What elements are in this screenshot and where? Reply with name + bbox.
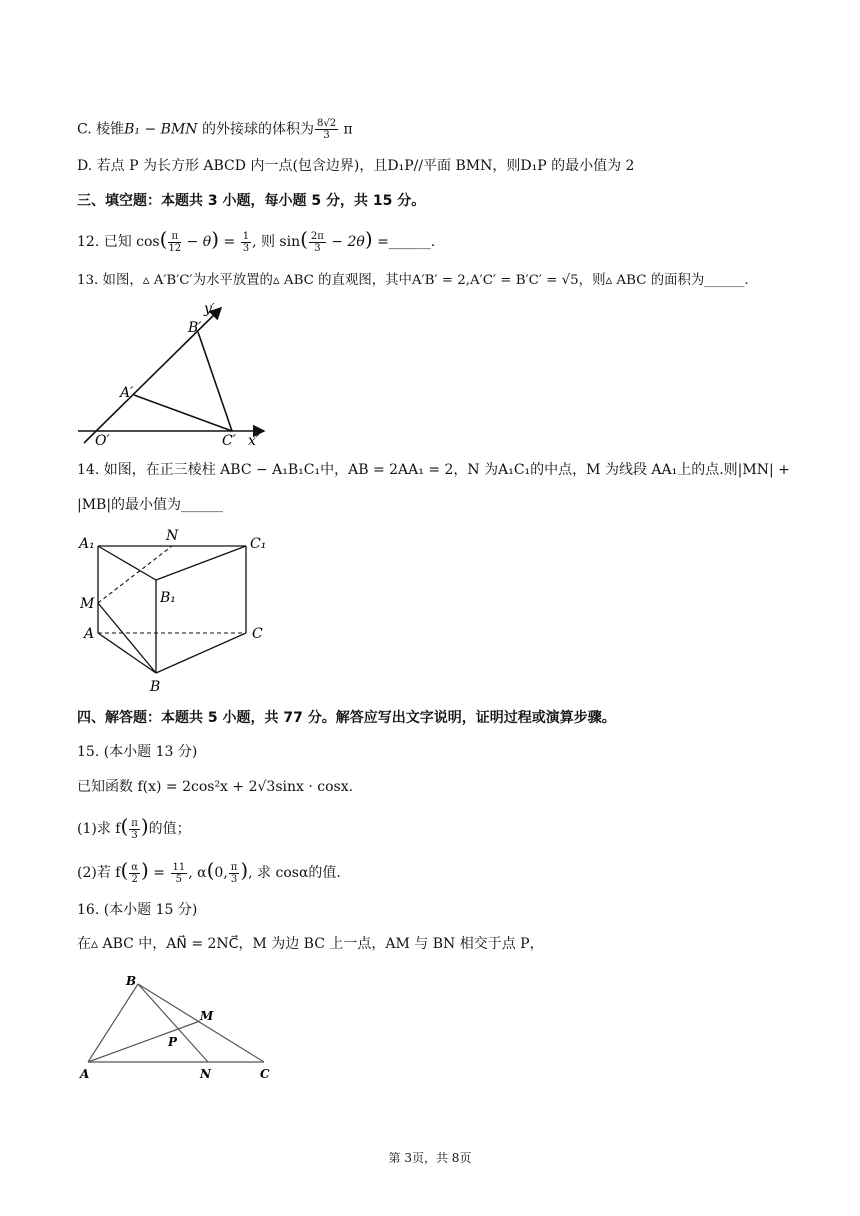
label-n: N xyxy=(200,1067,211,1081)
q15-p2-text-d: 0, xyxy=(214,865,228,881)
q12-frac-2: $\frac{1}{3}$ xyxy=(242,230,250,254)
option-d: D. 若点 P 为长方形 ABCD 内一点(包含边界)，且D₁P//平面 BMN，则D₁P 的最小值为 2 xyxy=(77,158,635,174)
option-c-expr: B₁ − BMN xyxy=(124,121,198,138)
option-c-prefix: C. 棱锥 xyxy=(77,121,125,138)
q15-p1-frac: $\frac{\pi}{3}$ xyxy=(131,817,138,841)
q15-p2-text-c: , α xyxy=(188,865,207,881)
option-c-fraction: $\frac{8√2}{3}$ xyxy=(316,118,337,141)
figure-16-triangle xyxy=(76,970,276,1085)
question-15-part-2: (2)若 f( $\frac{\alpha}{2}$ ) = $\frac{11}{5}$ , α(0, $\frac{\pi}{3}$ ), 求 cosα的值. xyxy=(77,858,341,885)
question-14-line-2: |MB|的最小值为______ xyxy=(77,497,224,513)
q12-text-f: =______. xyxy=(372,234,436,250)
page-footer: 第 3页，共 8页 xyxy=(388,1151,472,1165)
question-16-heading: 16. (本小题 15 分) xyxy=(77,902,198,918)
q12-text-c: = xyxy=(219,234,240,250)
label-c: C xyxy=(260,1067,270,1081)
q15-p1-text-a: (1)求 f xyxy=(77,821,121,837)
label-a: A′ xyxy=(120,385,134,401)
figure-13-oblique-triangle xyxy=(76,303,276,448)
label-p: P xyxy=(168,1035,178,1049)
question-12: 12. 已知 cos( $\frac{\pi}{12}$ − θ) = $\frac{1}{3}$ , 则 sin( $\frac{2\pi}{3}$ − 2θ) =______. xyxy=(77,227,436,254)
label-m: M xyxy=(80,596,95,612)
q15-p2-frac-3: $\frac{\pi}{3}$ xyxy=(230,861,238,885)
question-15-heading: 15. (本小题 13 分) xyxy=(77,744,198,760)
question-15-text: 已知函数 f(x) = 2cos²x + 2√3sinx · cosx. xyxy=(77,779,354,795)
label-b1: B₁ xyxy=(160,590,176,606)
q12-text-b: − θ xyxy=(182,234,212,250)
q15-p1-text-b: 的值； xyxy=(148,821,191,837)
question-16-text: 在▵ ABC 中，AN⃗ = 2NC⃗，M 为边 BC 上一点，AM 与 BN 相交于点 P， xyxy=(77,936,544,952)
q12-frac-3: $\frac{2\pi}{3}$ xyxy=(310,230,324,254)
label-b: B xyxy=(126,974,137,988)
q15-p2-text-a: (2)若 f xyxy=(77,865,121,881)
section-4-heading: 四、解答题：本题共 5 小题，共 77 分。解答应写出文字说明，证明过程或演算步骤。 xyxy=(77,710,616,726)
label-m: M xyxy=(200,1009,214,1023)
question-14-line-1: 14. 如图，在正三棱柱 ABC − A₁B₁C₁中，AB = 2AA₁ = 2，N 为A₁C₁的中点，M 为线段 AA₁上的点.则|MN| + xyxy=(77,462,790,478)
q15-p2-frac-2: $\frac{11}{5}$ xyxy=(172,861,186,885)
option-c-pi: π xyxy=(339,121,353,138)
q15-p2-text-e: , 求 cosα的值. xyxy=(248,865,341,881)
label-c: C xyxy=(252,626,263,642)
question-15-part-1: (1)求 f( $\frac{\pi}{3}$ )的值； xyxy=(77,814,191,841)
option-c-mid: 的外接球的体积为 xyxy=(197,121,314,138)
label-x-axis: x′ xyxy=(248,433,260,448)
label-o: O′ xyxy=(95,433,110,448)
question-13: 13. 如图，▵ A′B′C′为水平放置的▵ ABC 的直观图，其中A′B′ = 2,A′C′ = B′C′ = √5，则▵ ABC 的面积为______. xyxy=(77,273,749,288)
label-b: B xyxy=(150,679,161,695)
segment-bc xyxy=(198,332,232,431)
label-n: N xyxy=(166,528,179,544)
label-b: B′ xyxy=(188,320,202,336)
label-a: A xyxy=(84,626,95,642)
label-c: C′ xyxy=(222,433,236,448)
q12-text-e: − 2θ xyxy=(326,234,365,250)
q12-text-a: 12. 已知 cos xyxy=(77,234,160,250)
label-c1: C₁ xyxy=(250,536,267,552)
q12-frac-1: $\frac{\pi}{12}$ xyxy=(168,230,182,254)
q12-text-d: , 则 sin xyxy=(252,234,301,250)
option-c xyxy=(77,118,353,141)
q15-p2-text-b: = xyxy=(148,865,170,881)
section-3-heading: 三、填空题：本题共 3 小题，每小题 5 分，共 15 分。 xyxy=(77,193,426,209)
figure-14-prism xyxy=(76,528,276,698)
label-a1: A₁ xyxy=(79,536,95,552)
q15-p2-frac-1: $\frac{\alpha}{2}$ xyxy=(131,861,139,885)
label-a: A xyxy=(80,1067,90,1081)
label-y-axis: y′ xyxy=(204,303,216,317)
segment-ac xyxy=(134,395,232,431)
